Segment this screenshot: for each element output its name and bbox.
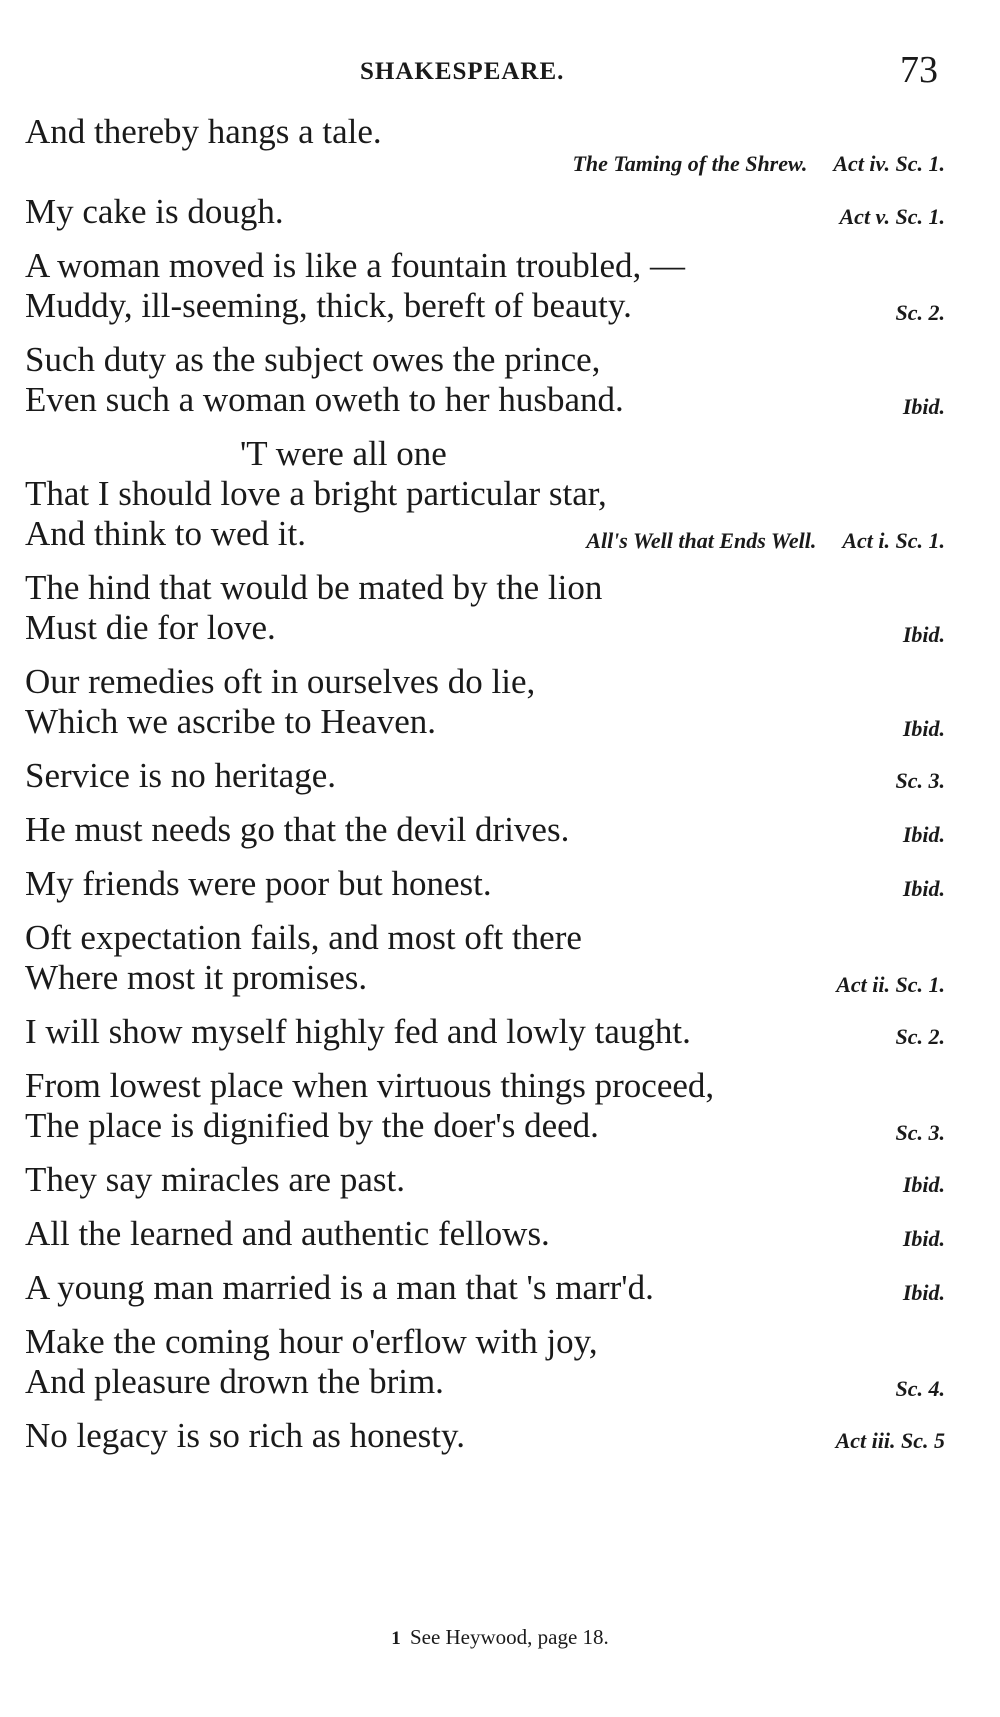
citation [903,822,945,848]
quotation-entry [25,434,945,554]
quotation-entry [25,918,945,998]
page-header [0,48,1000,108]
citation-act-scene: Sc. 3. [895,1120,945,1145]
quotation-entry [25,1416,945,1456]
quotation-line: No legacy is so rich as honesty. [25,1416,465,1455]
citation-act-scene: Ibid. [902,822,945,847]
quotation-entry [25,1160,945,1200]
citation [903,716,945,742]
citation-act-scene: Ibid. [902,716,945,741]
quotation-line: I will show myself highly fed and lowly taught. [25,1012,691,1051]
quotation-line: And think to wed it. [25,514,306,553]
citation [586,528,945,554]
quotation-line: They say miracles are past. [25,1160,405,1199]
citation [896,1024,946,1050]
citation-act-scene: Sc. 4. [895,1376,945,1401]
citation-act-scene: Ibid. [902,1226,945,1251]
quotation-entry [25,246,945,326]
citation-act-scene: Ibid. [902,394,945,419]
quotation-line: Service is no heritage. [25,756,337,795]
quotation-line: A woman moved is like a fountain troubled, — [25,246,686,285]
quotation-line: Where most it promises. [25,958,368,997]
quotation-entry [25,864,945,904]
quotation-line: My cake is dough. [25,192,284,231]
footnote-text: See Heywood, page 18. [409,1625,609,1649]
citation [903,1280,945,1306]
quotation-line: Such duty as the subject owes the prince, [25,340,601,379]
citation-act-scene: Ibid. [902,876,945,901]
quotation-entry [25,756,945,796]
citation [903,1226,945,1252]
quotation-line: 'T were all one [240,434,447,473]
quotation-line: The hind that would be mated by the lion [25,568,603,607]
quotation-line: Even such a woman oweth to her husband. [25,380,624,419]
quotation-list [25,112,945,1470]
running-title: SHAKESPEARE. [360,58,565,85]
quotation-line: Which we ascribe to Heaven. [25,702,437,741]
citation-act-scene: Ibid. [902,1172,945,1197]
citation [840,204,946,230]
citation [896,768,946,794]
citation [903,394,945,420]
quotation-entry [25,112,945,178]
citation-act-scene: Act v. Sc. 1. [839,204,945,229]
quotation-line: That I should love a bright particular star, [25,474,607,513]
citation-play: All's Well that Ends Well. [586,528,817,553]
footnote [0,1625,1000,1650]
quotation-line: Our remedies oft in ourselves do lie, [25,662,536,701]
quotation-line: And pleasure drown the brim. [25,1362,444,1401]
citation [896,300,946,326]
citation-act-scene: Act i. Sc. 1. [842,528,945,553]
quotation-line: He must needs go that the devil drives. [25,810,570,849]
quotation-line: The place is dignified by the doer's deed. [25,1106,599,1145]
citation-act-scene: Act iii. Sc. 5 [835,1428,945,1453]
quotation-entry [25,662,945,742]
quotation-entry [25,340,945,420]
quotation-entry [25,1012,945,1052]
citation-act-scene: Sc. 2. [895,1024,945,1049]
quotation-line: All the learned and authentic fellows. [25,1214,550,1253]
citation-act-scene: Ibid. [902,622,945,647]
citation-act-scene: Act iv. Sc. 1. [833,151,945,176]
quotation-line: Oft expectation fails, and most oft there [25,918,582,957]
quotation-line: My friends were poor but honest. [25,864,492,903]
citation [896,1376,946,1402]
citation-act-scene: Sc. 2. [895,300,945,325]
citation-act-scene: Ibid. [902,1280,945,1305]
quotation-line: A young man married is a man that 's marr'd. [25,1268,654,1307]
quotation-entry [25,1214,945,1254]
citation [25,150,945,178]
page-number: 73 [900,49,938,91]
citation [903,876,945,902]
quotation-entry [25,568,945,648]
quotation-line: Must die for love. [25,608,276,647]
quotation-entry [25,1066,945,1146]
citation-act-scene: Sc. 3. [895,768,945,793]
citation [903,1172,945,1198]
quotation-entry [25,810,945,850]
citation [836,972,945,998]
citation-act-scene: Act ii. Sc. 1. [836,972,945,997]
quotation-line: Make the coming hour o'erflow with joy, [25,1322,598,1361]
quotation-line: And thereby hangs a tale. [25,112,382,151]
quotation-entry [25,1322,945,1402]
citation-play: The Taming of the Shrew. [572,151,808,176]
quotation-entry [25,192,945,232]
citation [896,1120,946,1146]
quotation-line: From lowest place when virtuous things proceed, [25,1066,715,1105]
citation [903,622,945,648]
quotation-entry [25,1268,945,1308]
citation [836,1428,945,1454]
quotation-line: Muddy, ill-seeming, thick, bereft of beauty. [25,286,632,325]
footnote-mark: 1 [391,1628,401,1649]
